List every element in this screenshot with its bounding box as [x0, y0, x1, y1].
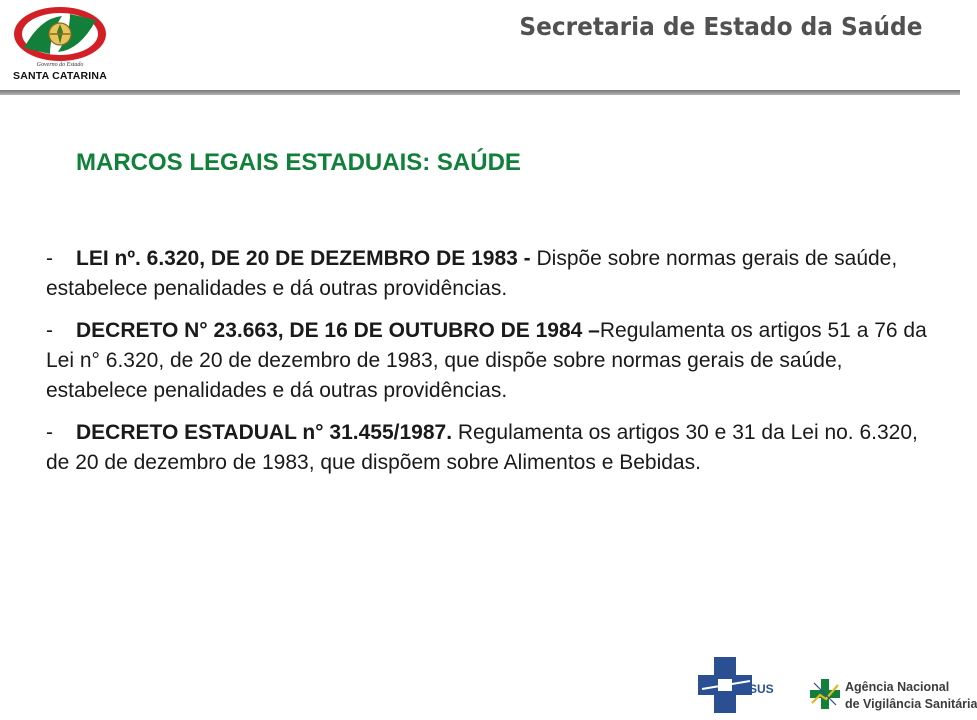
legal-list [46, 244, 934, 490]
anvisa-logo-icon [808, 677, 842, 711]
legal-item-text: Dispõe sobre normas gerais de saúde, estabelece penalidades e dá outras providências. [46, 247, 898, 300]
header-title: Secretaria de Estado da Saúde [518, 12, 922, 41]
legal-item-title: DECRETO N° 23.663, DE 16 DE OUTUBRO DE 1984 – [76, 319, 600, 342]
sus-cross-icon [696, 655, 756, 715]
header [0, 0, 960, 95]
list-dash: - [46, 247, 53, 270]
list-dash: - [46, 421, 53, 444]
footer-logos [690, 655, 977, 715]
legal-item [46, 316, 934, 406]
anvisa-name [845, 679, 977, 713]
list-dash: - [46, 319, 53, 342]
legal-item-text: Regulamenta os artigos 30 e 31 da Lei no. 6.320, de 20 de dezembro de 1983, que dispõem sobre Alimentos e Bebidas. [46, 421, 918, 474]
anvisa-line-2: de Vigilância Sanitária [845, 697, 977, 711]
santa-catarina-coat-of-arms-icon [10, 4, 110, 64]
anvisa-line-1: Agência Nacional [845, 680, 950, 694]
legal-item-title: LEI nº. 6.320, DE 20 DE DEZEMBRO DE 1983 - [76, 247, 531, 270]
page-heading: MARCOS LEGAIS ESTADUAIS: SAÚDE [76, 149, 521, 176]
sus-label: SUS [749, 682, 774, 696]
logo-state-name: SANTA CATARINA [13, 70, 107, 82]
logo-subtitle: Governo do Estado [36, 62, 84, 68]
legal-item-text: Regulamenta os artigos 51 a 76 da Lei n° 6.320, de 20 de dezembro de 1983, que dispõe sobre normas gerais de saúde, estabelece penalidades e dá outras providências. [46, 319, 927, 402]
state-logo [10, 4, 120, 84]
legal-item [46, 244, 934, 304]
legal-item [46, 418, 934, 478]
legal-item-title: DECRETO ESTADUAL n° 31.455/1987. [76, 421, 453, 444]
header-divider [0, 90, 960, 95]
